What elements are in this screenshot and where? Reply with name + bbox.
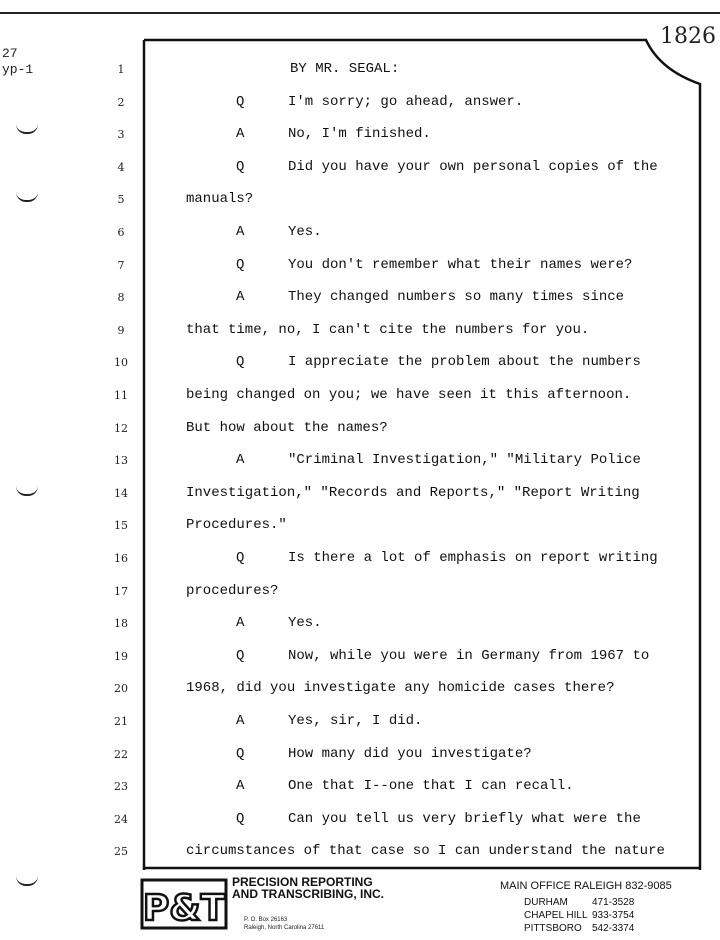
transcript-line: I appreciate the problem about the numbers bbox=[288, 354, 641, 370]
transcript-line: manuals? bbox=[186, 191, 254, 207]
transcript-line: BY MR. SEGAL: bbox=[290, 61, 400, 77]
speaker-label: Q bbox=[236, 159, 245, 175]
transcript-line: "Criminal Investigation," "Military Police bbox=[288, 452, 641, 468]
line-number: 19 bbox=[114, 650, 128, 663]
line-number: 2 bbox=[117, 96, 125, 109]
office-phone: 933-3754 bbox=[592, 910, 635, 921]
speaker-label: Q bbox=[236, 550, 245, 566]
speaker-label: A bbox=[236, 289, 245, 305]
line-number: 20 bbox=[114, 682, 128, 695]
line-number: 22 bbox=[114, 748, 128, 761]
line-number: 1 bbox=[117, 63, 125, 76]
speaker-label: A bbox=[236, 452, 245, 468]
transcript-line: You don't remember what their names were? bbox=[288, 257, 633, 273]
transcript-line: Yes. bbox=[288, 224, 322, 240]
line-number: 16 bbox=[114, 552, 128, 565]
transcript-line: Is there a lot of emphasis on report writing bbox=[288, 550, 658, 566]
line-number: 17 bbox=[114, 585, 128, 598]
office-row bbox=[524, 910, 634, 921]
page-number: 1826 bbox=[660, 24, 716, 49]
speaker-label: Q bbox=[236, 354, 245, 370]
address-line-2: Raleigh, North Carolina 27611 bbox=[244, 925, 325, 931]
line-number: 21 bbox=[114, 715, 128, 728]
speaker-label: Q bbox=[236, 648, 245, 664]
transcript-line: How many did you investigate? bbox=[288, 746, 532, 762]
office-city: DURHAM bbox=[524, 897, 568, 908]
firm-line-1: PRECISION REPORTING bbox=[232, 875, 373, 889]
pt-logo bbox=[140, 876, 228, 932]
line-number: 13 bbox=[114, 454, 128, 467]
line-number: 11 bbox=[114, 389, 128, 402]
margin-note: 27 bbox=[2, 46, 18, 61]
line-number: 24 bbox=[114, 813, 128, 826]
line-number: 12 bbox=[114, 422, 128, 435]
transcript-line: No, I'm finished. bbox=[288, 126, 431, 142]
transcript-line: Procedures." bbox=[186, 517, 287, 533]
line-number: 4 bbox=[117, 161, 125, 174]
line-number: 8 bbox=[117, 291, 125, 304]
transcript-line: Investigation," "Records and Reports," "Report Writing bbox=[186, 485, 640, 501]
transcript-line: that time, no, I can't cite the numbers for you. bbox=[186, 322, 590, 338]
line-number: 9 bbox=[117, 324, 125, 337]
speaker-label: Q bbox=[236, 94, 245, 110]
line-number: 25 bbox=[114, 845, 128, 858]
transcript-line: procedures? bbox=[186, 583, 279, 599]
transcript-line: Did you have your own personal copies of the bbox=[288, 159, 658, 175]
transcript-line: circumstances of that case so I can understand the nature bbox=[186, 843, 665, 859]
transcript-line: Now, while you were in Germany from 1967 to bbox=[288, 648, 650, 664]
line-number: 6 bbox=[117, 226, 125, 239]
office-phone: 542-3374 bbox=[592, 923, 635, 934]
line-number: 5 bbox=[117, 193, 125, 206]
speaker-label: A bbox=[236, 615, 245, 631]
line-number: 18 bbox=[114, 617, 128, 630]
logo-text: P&T bbox=[142, 888, 226, 929]
transcript-line: One that I--one that I can recall. bbox=[288, 778, 574, 794]
firm-address bbox=[244, 916, 324, 932]
transcript-line: Yes, sir, I did. bbox=[288, 713, 423, 729]
transcript-line: They changed numbers so many times since bbox=[288, 289, 625, 305]
speaker-label: A bbox=[236, 778, 245, 794]
transcript-line: But how about the names? bbox=[186, 420, 388, 436]
address-line-1: P. O. Box 26163 bbox=[244, 917, 288, 923]
speaker-label: Q bbox=[236, 257, 245, 273]
office-row bbox=[524, 923, 634, 934]
speaker-label: A bbox=[236, 126, 245, 142]
transcript-line: I'm sorry; go ahead, answer. bbox=[288, 94, 524, 110]
speaker-label: A bbox=[236, 224, 245, 240]
office-city: PITTSBORO bbox=[524, 923, 582, 934]
speaker-label: Q bbox=[236, 746, 245, 762]
transcript-line: being changed on you; we have seen it this afternoon. bbox=[186, 387, 632, 403]
firm-name bbox=[232, 876, 384, 900]
line-number: 3 bbox=[117, 128, 125, 141]
speaker-label: Q bbox=[236, 811, 245, 827]
transcript-line: Yes. bbox=[288, 615, 322, 631]
margin-tick bbox=[16, 876, 38, 886]
firm-line-2: AND TRANSCRIBING, INC. bbox=[232, 887, 384, 901]
line-number: 23 bbox=[114, 780, 128, 793]
margin-note: yp-1 bbox=[2, 62, 34, 77]
line-number: 10 bbox=[114, 356, 128, 369]
line-number: 15 bbox=[114, 519, 128, 532]
office-phone: 471-3528 bbox=[592, 897, 635, 908]
office-row bbox=[524, 897, 634, 908]
line-number: 7 bbox=[117, 259, 125, 272]
speaker-label: A bbox=[236, 713, 245, 729]
office-city: CHAPEL HILL bbox=[524, 910, 588, 921]
line-number: 14 bbox=[114, 487, 128, 500]
transcript-line: Can you tell us very briefly what were the bbox=[288, 811, 641, 827]
main-office: MAIN OFFICE RALEIGH 832-9085 bbox=[500, 880, 672, 892]
transcript-line: 1968, did you investigate any homicide cases there? bbox=[186, 680, 615, 696]
